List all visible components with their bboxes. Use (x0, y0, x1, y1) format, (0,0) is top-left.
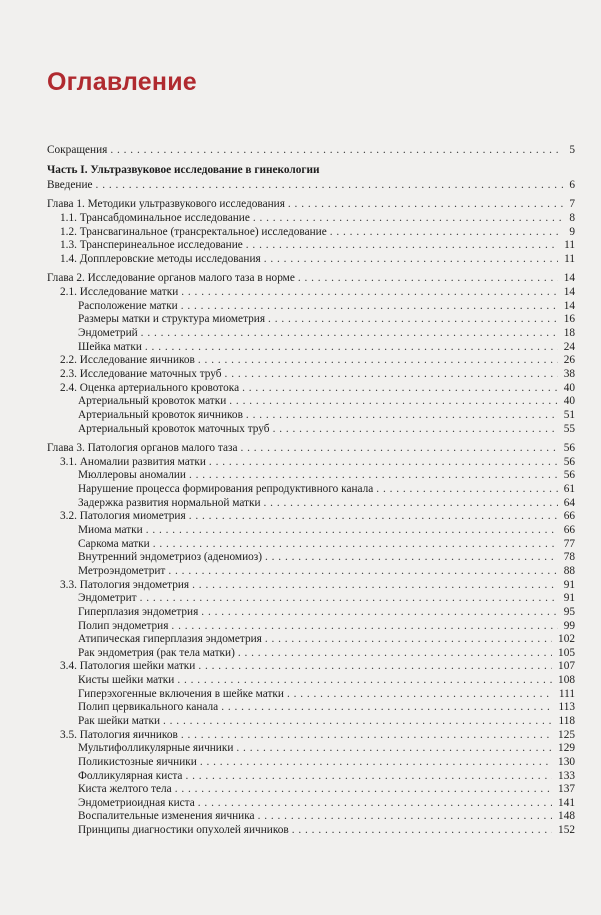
toc-entry[interactable] (47, 620, 575, 634)
toc-page-number: 6 (569, 178, 575, 191)
toc-page-number: 8 (569, 211, 575, 224)
toc-entry[interactable] (47, 212, 575, 226)
toc-page-number: 56 (563, 455, 575, 468)
toc-entry[interactable] (47, 253, 575, 267)
toc-dot-leader (330, 226, 564, 240)
toc-dot-leader (200, 756, 552, 770)
toc-entry[interactable] (47, 783, 575, 797)
toc-entry-title: Эндометриоидная киста (78, 796, 195, 809)
toc-dot-leader (253, 212, 563, 226)
toc-page-number: 148 (558, 810, 575, 823)
toc-entry[interactable] (47, 272, 575, 286)
toc-entry-title: Воспалительные изменения яичника (78, 810, 255, 823)
toc-page-number: 113 (558, 701, 575, 714)
toc-page-number: 64 (563, 496, 575, 509)
toc-page-number: 9 (569, 225, 575, 238)
toc-entry-title: Мюллеровы аномалии (78, 469, 186, 482)
toc-entry-title: 3.5. Патология яичников (60, 728, 178, 741)
toc-dot-leader (238, 647, 552, 661)
toc-entry[interactable] (47, 469, 575, 483)
toc-entry-title: Задержка развития нормальной матки (78, 496, 261, 509)
toc-entry[interactable] (47, 729, 575, 743)
toc-dot-leader (177, 674, 552, 688)
toc-entry[interactable] (47, 423, 575, 437)
toc-entry[interactable] (47, 647, 575, 661)
toc-entry-title: Принципы диагностики опухолей яичников (78, 824, 289, 837)
toc-entry-title: Кисты шейки матки (78, 674, 175, 687)
toc-page-number: 91 (563, 592, 575, 605)
toc-page-number: 66 (563, 524, 575, 537)
toc-dot-leader (189, 510, 558, 524)
toc-entry[interactable] (47, 239, 575, 253)
toc-dot-leader (192, 579, 558, 593)
toc-page-number: 5 (569, 144, 575, 156)
toc-dot-leader (209, 456, 558, 470)
toc-entry[interactable] (47, 483, 575, 497)
toc-entry[interactable] (47, 592, 575, 606)
toc-entry[interactable] (47, 756, 575, 770)
table-of-contents (47, 144, 575, 838)
toc-page-number: 16 (563, 313, 575, 326)
toc-entry[interactable] (47, 538, 575, 552)
page-title: Оглавление (47, 68, 197, 96)
toc-dot-leader (168, 565, 557, 579)
toc-page-number: 118 (558, 714, 575, 727)
toc-entry[interactable] (47, 313, 575, 327)
toc-page-number: 133 (558, 769, 575, 782)
toc-page-number: 130 (558, 755, 575, 768)
toc-dot-leader (181, 729, 552, 743)
toc-entry[interactable] (47, 715, 575, 729)
toc-entry[interactable] (47, 660, 575, 674)
toc-entry-title: 3.3. Патология эндометрия (60, 578, 190, 591)
toc-page-number: 91 (563, 578, 575, 591)
toc-entry[interactable] (47, 354, 575, 368)
toc-page-number: 26 (563, 354, 575, 367)
toc-entry[interactable] (47, 688, 575, 702)
toc-entry[interactable] (47, 327, 575, 341)
toc-dot-leader (292, 824, 552, 838)
toc-entry-title: Гиперплазия эндометрия (78, 605, 199, 618)
toc-dot-leader (273, 423, 558, 437)
toc-dot-leader (288, 198, 563, 212)
toc-dot-leader (236, 742, 552, 756)
toc-page-number: 105 (558, 646, 575, 659)
toc-dot-leader (175, 783, 552, 797)
toc-entry[interactable] (47, 524, 575, 538)
toc-page-number: 38 (563, 367, 575, 380)
toc-entry[interactable] (47, 409, 575, 423)
toc-dot-leader (198, 354, 558, 368)
toc-entry[interactable] (47, 579, 575, 593)
toc-page-number: 51 (563, 408, 575, 421)
toc-entry[interactable] (47, 179, 575, 193)
toc-entry-title: Нарушение процесса формирования репродуктивного канала (78, 483, 374, 496)
toc-dot-leader (287, 688, 553, 702)
toc-entry-title: Фолликулярная киста (78, 769, 183, 782)
toc-page-number: 55 (563, 422, 575, 435)
toc-dot-leader (153, 538, 558, 552)
toc-entry-title: Артериальный кровоток матки (78, 395, 227, 408)
toc-page-number: 141 (558, 796, 575, 809)
toc-page-number: 14 (563, 272, 575, 285)
toc-entry-title: 1.4. Допплеровские методы исследования (60, 252, 261, 265)
toc-entry-title: 2.1. Исследование матки (60, 286, 179, 299)
toc-page-number: 61 (563, 483, 575, 496)
toc-page-number: 78 (563, 551, 575, 564)
toc-dot-leader (240, 442, 557, 456)
toc-entry-title: Саркома матки (78, 537, 150, 550)
toc-page-number: 137 (558, 783, 575, 796)
toc-dot-leader (265, 551, 558, 565)
toc-entry-title: 2.4. Оценка артериального кровотока (60, 381, 240, 394)
toc-page-number: 14 (563, 286, 575, 299)
toc-page-number: 152 (558, 824, 575, 837)
toc-entry[interactable] (47, 442, 575, 456)
toc-entry[interactable] (47, 286, 575, 300)
toc-entry-title: Гиперэхогенные включения в шейке матки (78, 687, 284, 700)
toc-entry[interactable] (47, 770, 575, 784)
toc-dot-leader (181, 286, 557, 300)
toc-entry-title: Артериальный кровоток маточных труб (78, 422, 270, 435)
toc-entry-title: Внутренний эндометриоз (аденомиоз) (78, 551, 262, 564)
toc-entry[interactable] (47, 395, 575, 409)
toc-dot-leader (171, 620, 557, 634)
toc-dot-leader (221, 701, 552, 715)
toc-page-number: 11 (564, 239, 575, 252)
toc-page-number: 125 (558, 728, 575, 741)
toc-entry[interactable] (47, 226, 575, 240)
toc-entry-title: Артериальный кровоток яичников (78, 408, 243, 421)
toc-page-number: 99 (563, 619, 575, 632)
toc-entry-title: Эндометрий (78, 327, 138, 340)
toc-entry-title: 1.3. Трансперинеальное исследование (60, 239, 243, 252)
toc-page-number: 77 (563, 537, 575, 550)
toc-entry-title: Глава 2. Исследование органов малого таза в норме (47, 272, 295, 285)
toc-page-number: 108 (558, 674, 575, 687)
toc-entry-title: 3.2. Патология миометрия (60, 510, 186, 523)
toc-dot-leader (246, 239, 558, 253)
toc-entry-title: Поликистозные яичники (78, 755, 197, 768)
toc-entry-title: 1.1. Трансабдоминальное исследование (60, 211, 250, 224)
toc-entry-title: Миома матки (78, 524, 143, 537)
toc-page-number: 111 (558, 687, 575, 700)
toc-entry-title: 3.1. Аномалии развития матки (60, 455, 206, 468)
toc-dot-leader (225, 368, 558, 382)
toc-entry[interactable] (47, 300, 575, 314)
toc-page-number: 40 (563, 395, 575, 408)
toc-entry-title: Атипическая гиперплазия эндометрия (78, 633, 262, 646)
toc-entry[interactable] (47, 742, 575, 756)
toc-entry-title: Киста желтого тела (78, 783, 172, 796)
toc-page-number: 88 (563, 564, 575, 577)
toc-entry[interactable] (47, 810, 575, 824)
toc-entry-title: Рак эндометрия (рак тела матки) (78, 646, 235, 659)
toc-dot-leader (264, 497, 558, 511)
toc-dot-leader (96, 179, 564, 193)
toc-page-number: 102 (558, 633, 575, 646)
toc-entry-title: Сокращения (47, 144, 108, 156)
toc-dot-leader (110, 144, 563, 158)
toc-dot-leader (268, 313, 558, 327)
toc-entry-title: 2.3. Исследование маточных труб (60, 367, 222, 380)
toc-entry[interactable] (47, 701, 575, 715)
toc-page-number: 56 (563, 469, 575, 482)
toc-entry-title: Введение (47, 178, 93, 191)
toc-entry[interactable] (47, 341, 575, 355)
toc-dot-leader (140, 592, 558, 606)
toc-page-number: 107 (558, 660, 575, 673)
toc-page-number: 11 (564, 252, 575, 265)
toc-entry-title: Шейка матки (78, 340, 142, 353)
toc-dot-leader (246, 409, 558, 423)
toc-dot-leader (376, 483, 557, 497)
toc-part-heading: Часть I. Ультразвуковое исследование в гинекологии (47, 163, 320, 176)
toc-entry[interactable] (47, 633, 575, 647)
toc-dot-leader (298, 272, 558, 286)
toc-dot-leader (141, 327, 558, 341)
toc-page-number: 14 (563, 299, 575, 312)
toc-dot-leader (265, 633, 552, 647)
toc-entry[interactable] (47, 565, 575, 579)
toc-page-number: 24 (563, 340, 575, 353)
toc-entry-title: Глава 1. Методики ультразвукового исследования (47, 198, 285, 211)
toc-dot-leader (145, 341, 558, 355)
toc-entry[interactable] (47, 606, 575, 620)
toc-dot-leader (146, 524, 558, 538)
toc-entry[interactable] (47, 674, 575, 688)
toc-entry-title: Полип эндометрия (78, 619, 169, 632)
toc-dot-leader (229, 395, 557, 409)
toc-page-number: 66 (563, 510, 575, 523)
toc-entry-title: 3.4. Патология шейки матки (60, 660, 196, 673)
toc-dot-leader (258, 810, 552, 824)
toc-entry-title: Полип цервикального канала (78, 701, 219, 714)
toc-dot-leader (185, 770, 552, 784)
toc-entry-title: Глава 3. Патология органов малого таза (47, 442, 238, 455)
toc-page-number: 18 (563, 327, 575, 340)
toc-entry-title: Мультифолликулярные яичники (78, 742, 234, 755)
toc-entry[interactable] (47, 510, 575, 524)
toc-dot-leader (264, 253, 558, 267)
toc-entry[interactable] (47, 797, 575, 811)
toc-page-number: 95 (563, 605, 575, 618)
toc-page-number: 40 (563, 381, 575, 394)
toc-entry[interactable] (47, 382, 575, 396)
toc-entry-title: 1.2. Трансвагинальное (трансректальное) исследование (60, 225, 327, 238)
toc-dot-leader (198, 797, 552, 811)
toc-page-number: 56 (563, 442, 575, 455)
toc-entry[interactable] (47, 551, 575, 565)
toc-dot-leader (189, 469, 558, 483)
toc-entry-title: Рак шейки матки (78, 714, 160, 727)
toc-dot-leader (242, 382, 558, 396)
toc-dot-leader (201, 606, 557, 620)
toc-entry-title: Эндометрит (78, 592, 137, 605)
toc-page-number: 7 (569, 198, 575, 211)
toc-dot-leader (163, 715, 552, 729)
toc-entry-title: 2.2. Исследование яичников (60, 354, 195, 367)
toc-entry-title: Расположение матки (78, 299, 178, 312)
toc-dot-leader (198, 660, 552, 674)
toc-entry[interactable] (47, 368, 575, 382)
toc-entry-title: Размеры матки и структура миометрия (78, 313, 266, 326)
toc-entry[interactable] (47, 198, 575, 212)
toc-page-number: 129 (558, 742, 575, 755)
toc-entry[interactable] (47, 497, 575, 511)
toc-entry[interactable] (47, 144, 575, 158)
toc-entry[interactable] (47, 456, 575, 470)
toc-dot-leader (181, 300, 558, 314)
toc-entry-title: Метроэндометрит (78, 564, 166, 577)
toc-entry[interactable] (47, 824, 575, 838)
